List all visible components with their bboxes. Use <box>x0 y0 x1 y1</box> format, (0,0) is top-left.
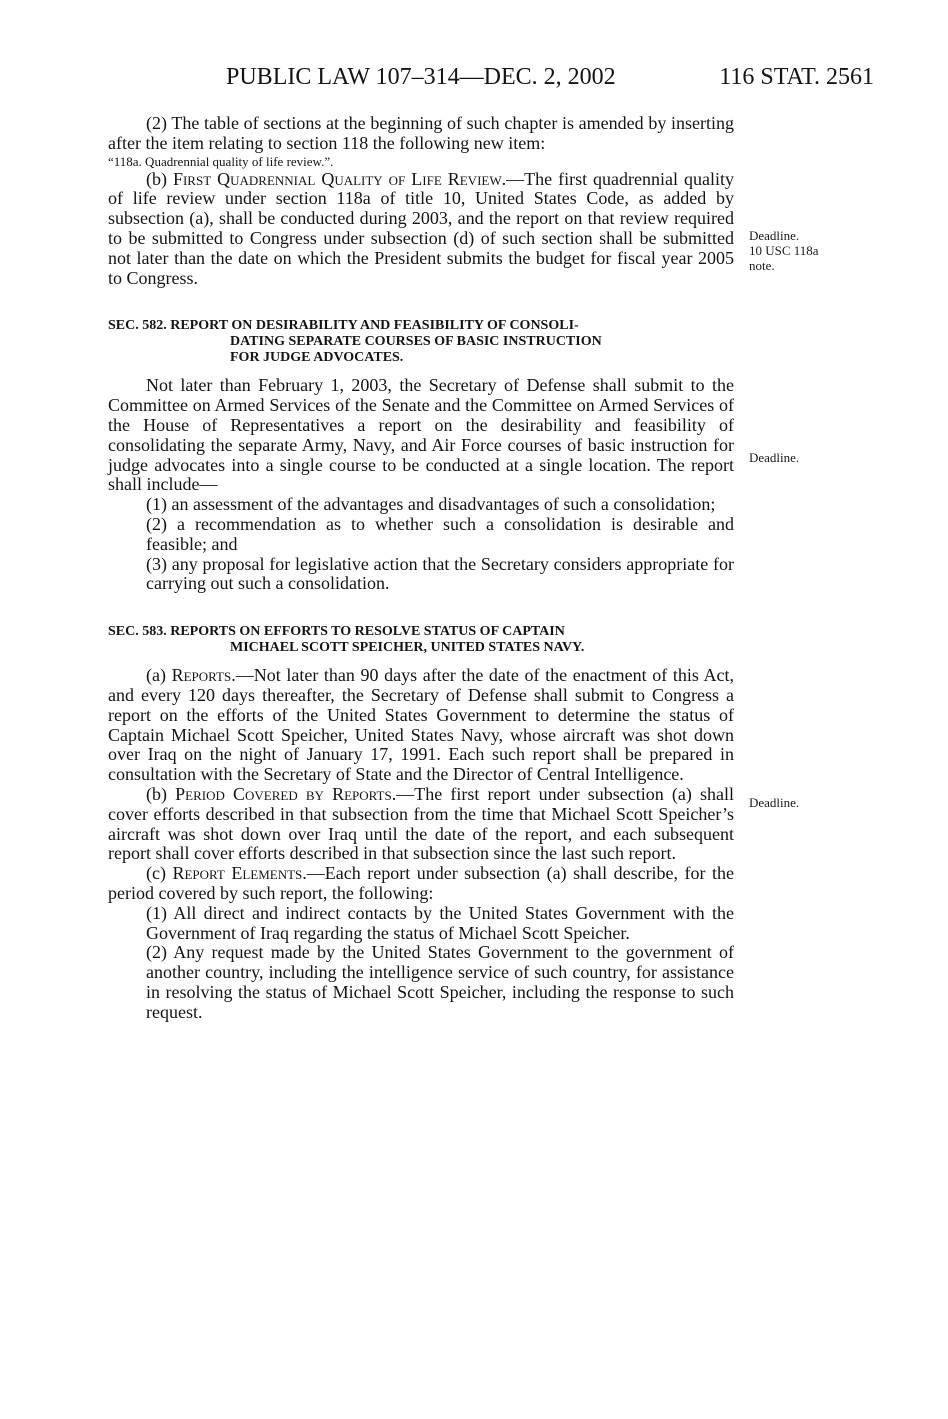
subsection-c-heading: Report Elements. <box>172 863 307 884</box>
margin-note-line: 10 USC 118a <box>749 243 819 258</box>
section-582-heading-line3: FOR JUDGE ADVOCATES. <box>230 350 404 366</box>
section-582-item: (1) an assessment of the advantages and disadvantages of such a consolidation; <box>146 494 716 515</box>
subsection-c-label: (c) <box>146 863 173 884</box>
paragraph-b-text: —The first quadrennial quality of life review under section 118a of title 10, United States Code, as added by subsection (a), shall be conducted during 2003, and the report on that review required to be submitted to Congress under subsection (d) of such section shall be submitted not later than the date on which the President submits the budget for fiscal year 2005 to Congress. <box>108 168 734 288</box>
subsection-a-label: (a) <box>146 665 172 686</box>
margin-note-line: Deadline. <box>749 228 800 243</box>
margin-note-line: note. <box>749 258 775 273</box>
paragraph-b-label: (b) <box>146 168 173 189</box>
margin-note-deadline-583: Deadline. <box>749 795 800 810</box>
section-583-subsection-c <box>108 864 734 904</box>
section-582-item: (2) a recommendation as to whether such a consolidation is desirable and feasible; and <box>146 513 734 554</box>
page-header <box>108 62 874 92</box>
subsection-c-text: —Each report under subsection (a) shall describe, for the period covered by such report, the following: <box>108 863 734 903</box>
section-583-heading-line1: SEC. 583. REPORTS ON EFFORTS TO RESOLVE STATUS OF CAPTAIN <box>108 624 565 640</box>
subsection-a-text: —Not later than 90 days after the date of the enactment of this Act, and every 120 days thereafter, the Secretary of Defense shall submit to Congress a report on the efforts of the United States Government to determine the status of Captain Michael Scott Speicher, United States Navy, whose aircraft was shot down over Iraq on the night of January 17, 1991. Each such report shall be prepared in consultation with the Secretary of State and the Director of Central Intelligence. <box>108 665 734 785</box>
section-583-heading <box>108 624 734 656</box>
section-582-item: (3) any proposal for legislative action that the Secretary considers appropriate for carrying out such a consolidation. <box>146 553 734 594</box>
section-582-heading-line1: SEC. 582. REPORT ON DESIRABILITY AND FEASIBILITY OF CONSOLI- <box>108 318 579 334</box>
subsection-c-item: (2) Any request made by the United States Government to the government of another country, including the intelligence service of such country, for assistance in resolving the status of Michael Scott Speicher, including the response to such request. <box>146 942 734 1022</box>
main-text-column <box>108 114 734 1022</box>
section-582-body: Not later than February 1, 2003, the Secretary of Defense shall submit to the Committee on Armed Services of the Senate and the Committee on Armed Services of the House of Representatives a report on the desirability and feasibility of consolidating the separate Army, Navy, and Air Force courses of basic instruction for judge advocates into a single course to be conducted at a single location. The report shall include— <box>108 375 734 495</box>
margin-note-deadline-582: Deadline. <box>749 450 800 465</box>
running-head-law: PUBLIC LAW 107–314—DEC. 2, 2002 <box>226 64 616 90</box>
section-583-subsection-b <box>108 785 734 864</box>
section-582-heading-line2: DATING SEPARATE COURSES OF BASIC INSTRUCTION <box>230 334 602 350</box>
section-583-heading-line2: MICHAEL SCOTT SPEICHER, UNITED STATES NAVY. <box>230 640 585 656</box>
section-583-subsection-a <box>108 666 734 785</box>
subsection-b-text: —The first report under subsection (a) shall cover efforts described in that subsection from the time that Michael Scott Speicher’s aircraft was shot down over Iraq until the date of the report, and each subsequent report shall cover efforts described in that subsection since the last such report. <box>108 783 734 864</box>
subsection-b-heading: Period Covered by Reports. <box>175 783 397 804</box>
subsection-c-item: (1) All direct and indirect contacts by the United States Government with the Government of Iraq regarding the status of Michael Scott Speicher. <box>146 902 734 943</box>
subsection-a-heading: Reports. <box>171 665 236 686</box>
running-head-stat-page: 116 STAT. 2561 <box>719 64 874 90</box>
paragraph-2: (2) The table of sections at the beginning of such chapter is amended by inserting after the item relating to section 118 the following new item: <box>108 113 734 153</box>
section-582-heading <box>108 318 734 366</box>
paragraph-b-heading: First Quadrennial Quality of Life Review. <box>172 168 507 189</box>
paragraph-b <box>108 170 734 289</box>
inserted-table-item: “118a. Quadrennial quality of life review.”. <box>108 153 334 169</box>
subsection-b-label: (b) <box>146 783 176 804</box>
margin-note-deadline-usc <box>749 228 819 273</box>
